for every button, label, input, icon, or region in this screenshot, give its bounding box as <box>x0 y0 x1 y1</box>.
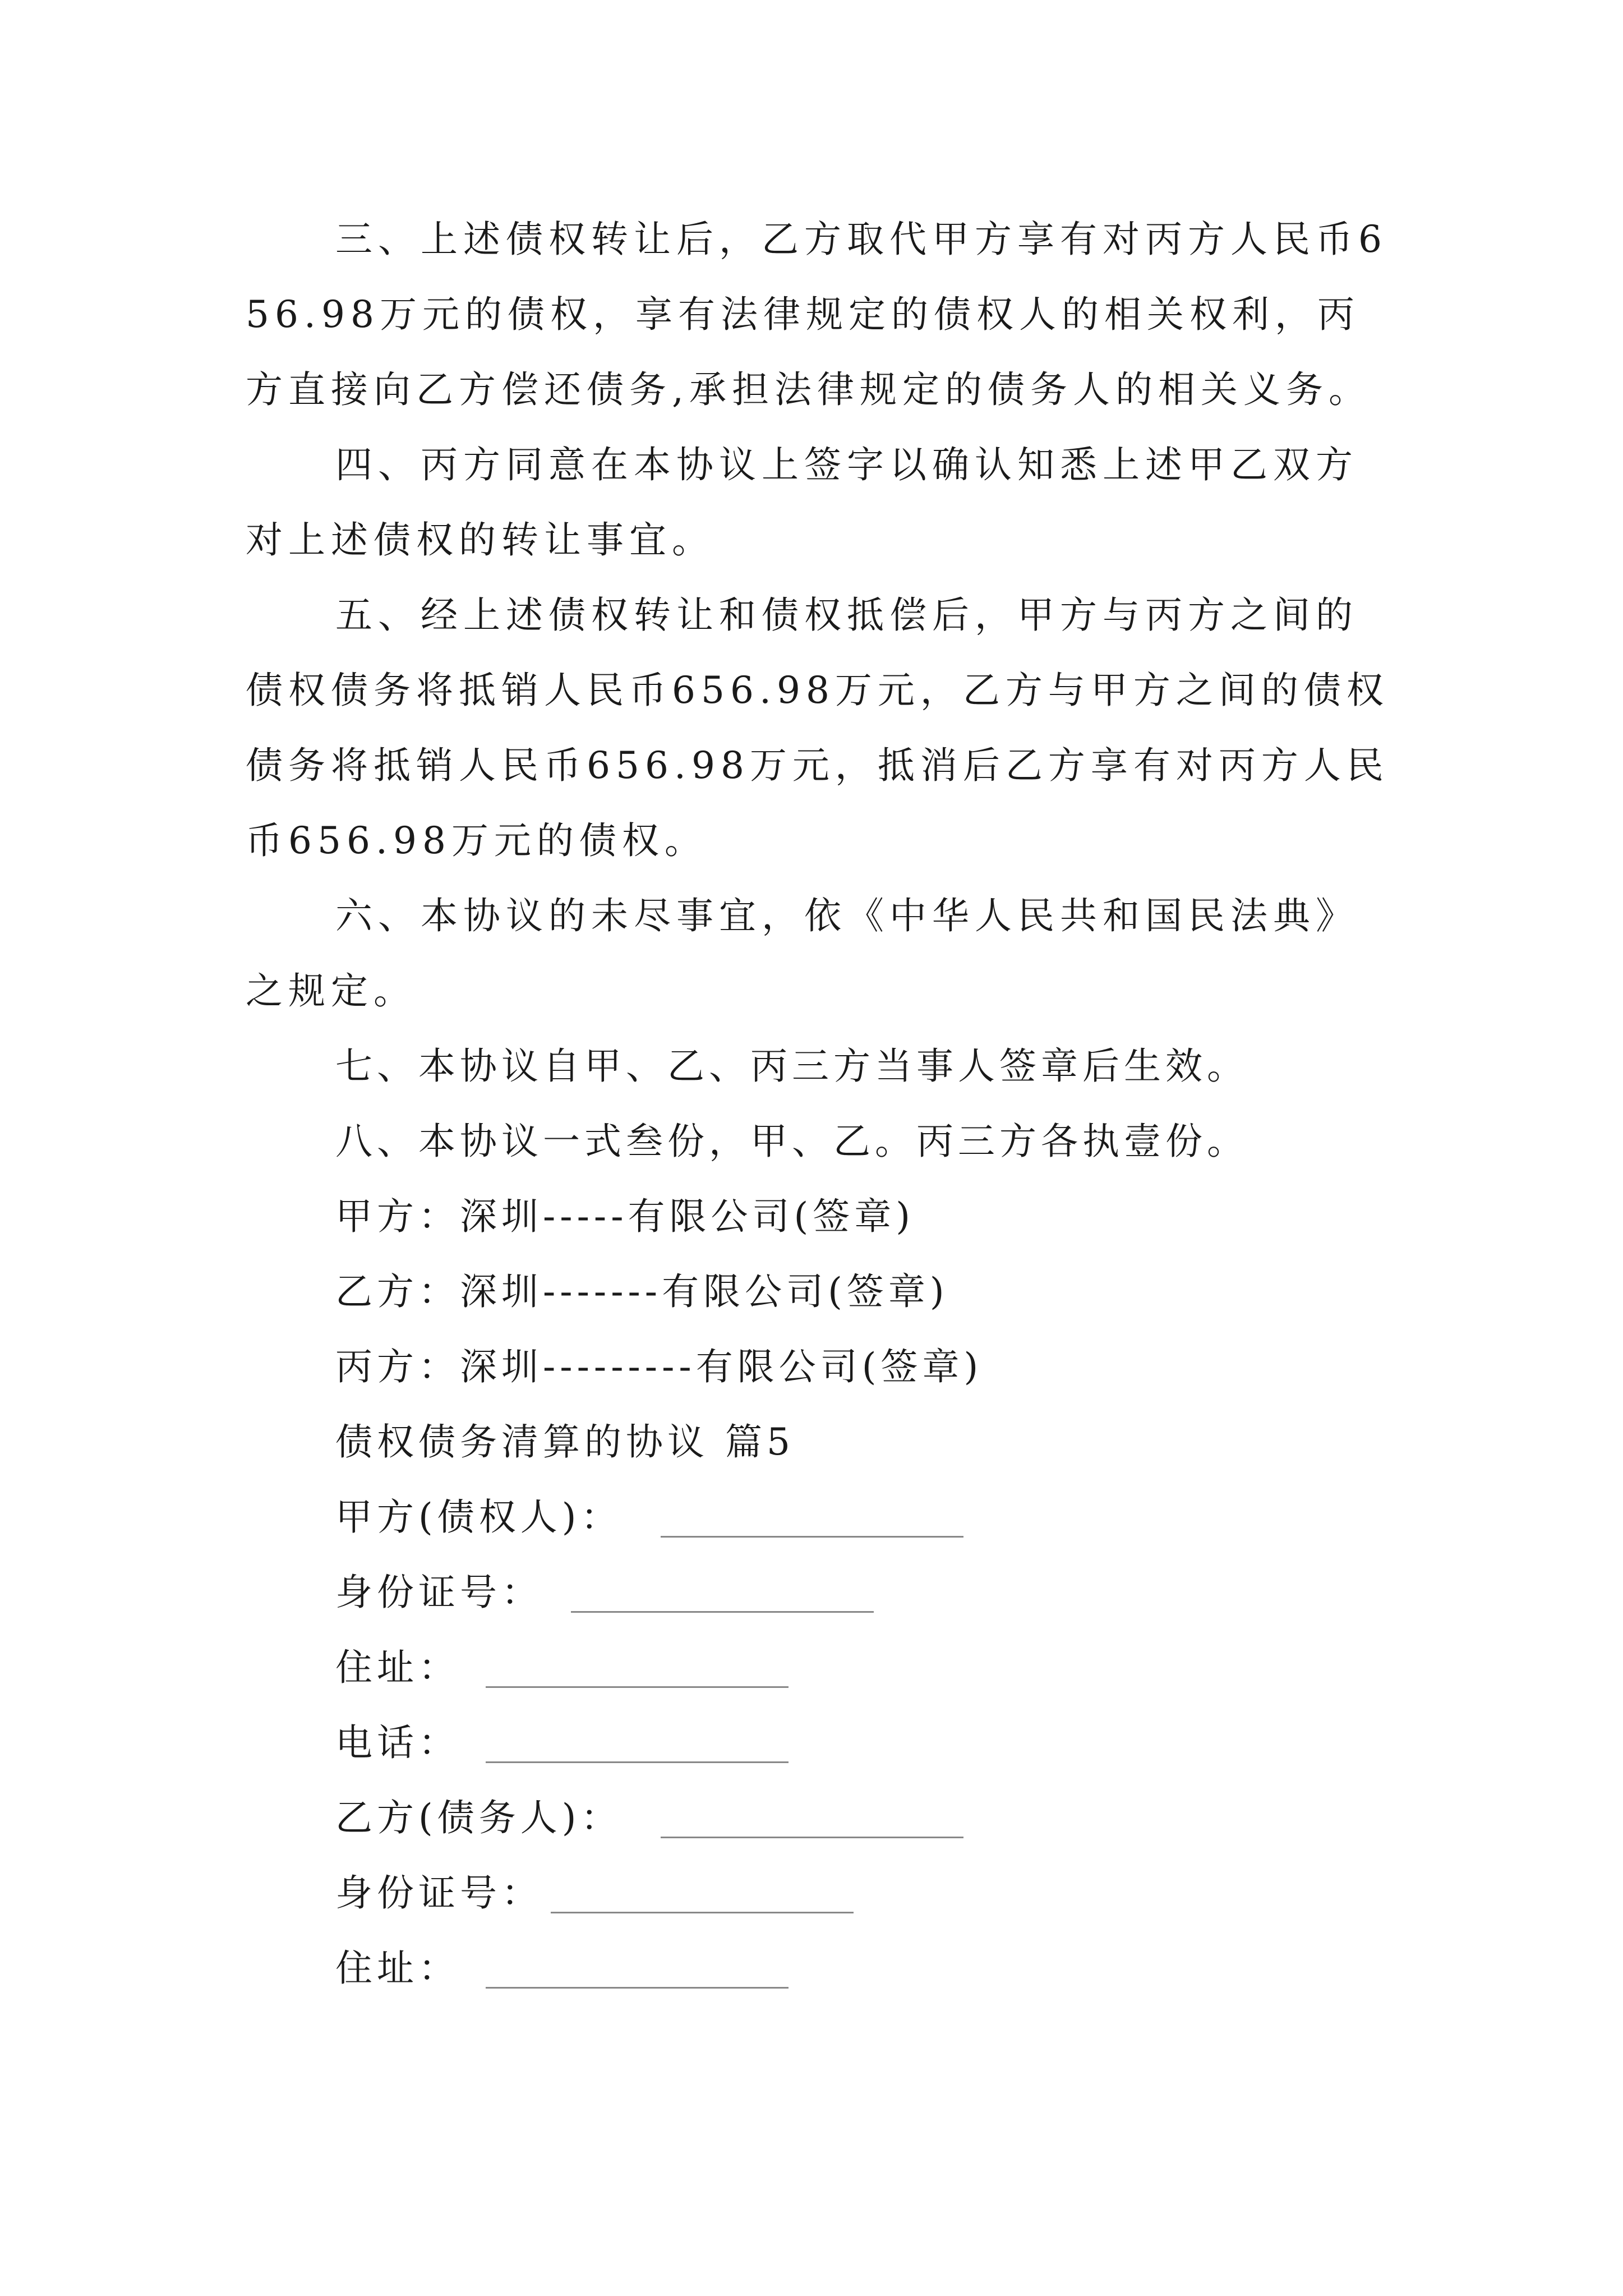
section-heading: 债权债务清算的协议 篇5 <box>335 1420 795 1464</box>
debtor-address-label: 住址： <box>335 1947 460 1990</box>
party-b-signature: 乙方：深圳-------有限公司(签章) <box>335 1270 949 1313</box>
creditor-address-label: 住址： <box>335 1646 460 1689</box>
clause-8-line: 八、本协议一式叁份，甲、乙。丙三方各执壹份。 <box>335 1120 1248 1163</box>
debtor-label: 乙方(债务人)： <box>335 1796 623 1839</box>
creditor-name-blank[interactable] <box>661 1536 963 1538</box>
clause-6-paragraph: 六、本协议的未尽事宜，依《中华人民共和国民法典》之规定。 <box>246 894 1358 1013</box>
debtor-address-blank[interactable] <box>486 1987 789 1989</box>
party-c-signature: 丙方：深圳---------有限公司(签章) <box>335 1345 983 1388</box>
creditor-phone-label: 电话： <box>335 1721 460 1764</box>
creditor-phone-blank[interactable] <box>486 1761 789 1763</box>
clause-3-paragraph: 三、上述债权转让后，乙方取代甲方享有对丙方人民币656.98万元的债权，享有法律规定的债权人的相关权利，丙方直接向乙方偿还债务,承担法律规定的债务人的相关义务。 <box>246 218 1387 411</box>
debtor-id-label: 身份证号： <box>335 1871 543 1915</box>
debtor-id-blank[interactable] <box>551 1912 854 1913</box>
clause-5-paragraph: 五、经上述债权转让和债权抵偿后，甲方与丙方之间的债权债务将抵销人民币656.98万元，乙方与甲方之间的债权债务将抵销人民币656.98万元，抵消后乙方享有对丙方人民币656.98万元的债权。 <box>246 593 1389 862</box>
debtor-name-blank[interactable] <box>661 1837 963 1838</box>
creditor-address-blank[interactable] <box>486 1686 789 1688</box>
clause-7-line: 七、本协议自甲、乙、丙三方当事人签章后生效。 <box>335 1045 1248 1088</box>
creditor-id-blank[interactable] <box>571 1611 874 1613</box>
creditor-id-label: 身份证号： <box>335 1571 543 1614</box>
clause-4-paragraph: 四、丙方同意在本协议上签字以确认知悉上述甲乙双方对上述债权的转让事宜。 <box>246 443 1358 562</box>
creditor-label: 甲方(债权人)： <box>335 1496 623 1539</box>
party-a-signature: 甲方：深圳-----有限公司(签章) <box>335 1195 915 1238</box>
